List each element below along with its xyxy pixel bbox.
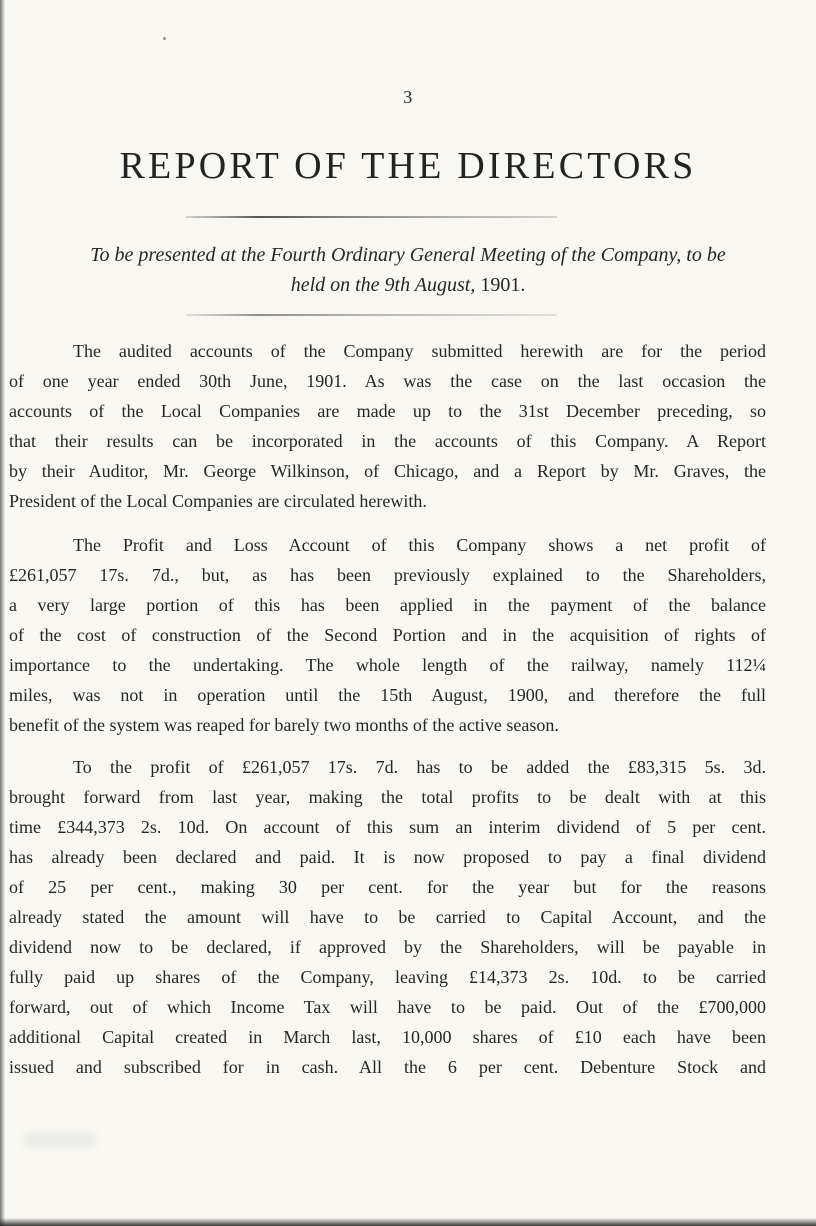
- paragraph-line: The audited accounts of the Company submitted herewith are for the period: [73, 341, 766, 361]
- report-title: REPORT OF THE DIRECTORS: [119, 145, 697, 187]
- paragraph-accounts: [9, 336, 766, 516]
- paragraph-profit-loss: [9, 530, 766, 740]
- paragraph-line: already stated the amount will have to be carried to Capital Account, and the: [9, 907, 766, 927]
- paragraph-line: that their results can be incorporated in the accounts of this Company. A Report: [9, 431, 766, 451]
- page-bottom-shadow: [0, 1218, 816, 1226]
- report-subtitle: [34, 240, 782, 300]
- paragraph-line: President of the Local Companies are circulated herewith.: [9, 491, 427, 511]
- subtitle-line-2: [34, 270, 782, 300]
- paragraph-line: of 25 per cent., making 30 per cent. for the year but for the reasons: [9, 877, 766, 897]
- paragraph-line: of one year ended 30th June, 1901. As was the case on the last occasion the: [9, 371, 766, 391]
- paragraph-line: accounts of the Local Companies are made up to the 31st December preceding, so: [9, 401, 766, 421]
- paragraph-line: a very large portion of this has been applied in the payment of the balance: [9, 595, 766, 615]
- paragraph-line: fully paid up shares of the Company, leaving £14,373 2s. 10d. to be carried: [9, 967, 766, 987]
- paragraph-line: benefit of the system was reaped for barely two months of the active season.: [9, 715, 559, 735]
- print-speck: [163, 37, 166, 40]
- paragraph-line: importance to the undertaking. The whole length of the railway, namely 112¼: [9, 655, 766, 675]
- paragraph-line: dividend now to be declared, if approved by the Shareholders, will be payable in: [9, 937, 766, 957]
- paragraph-line: of the cost of construction of the Second Portion and in the acquisition of rights of: [9, 625, 766, 645]
- paragraph-line: forward, out of which Income Tax will have to be paid. Out of the £700,000: [9, 997, 766, 1017]
- paragraph-line: time £344,373 2s. 10d. On account of this sum an interim dividend of 5 per cent.: [9, 817, 766, 837]
- paragraph-line: £261,057 17s. 7d., but, as has been previously explained to the Shareholders,: [9, 565, 766, 585]
- paragraph-line: additional Capital created in March last, 10,000 shares of £10 each have been: [9, 1027, 766, 1047]
- page-number: 3: [403, 87, 413, 107]
- page-smudge: [25, 1133, 95, 1147]
- title-divider: [186, 216, 557, 218]
- paragraph-line: issued and subscribed for in cash. All the 6 per cent. Debenture Stock and: [9, 1057, 766, 1077]
- paragraph-line: by their Auditor, Mr. George Wilkinson, of Chicago, and a Report by Mr. Graves, the: [9, 461, 766, 481]
- paragraph-line: brought forward from last year, making the total profits to be dealt with at this: [9, 787, 766, 807]
- subtitle-year: 1901.: [480, 274, 526, 296]
- paragraph-dividend: [9, 752, 766, 1082]
- paragraph-line: The Profit and Loss Account of this Company shows a net profit of: [73, 535, 766, 555]
- subtitle-divider: [186, 314, 557, 316]
- paragraph-line: miles, was not in operation until the 15th August, 1900, and therefore the full: [9, 685, 766, 705]
- subtitle-line-1: To be presented at the Fourth Ordinary General Meeting of the Company, to be: [90, 244, 726, 266]
- paragraph-line: To the profit of £261,057 17s. 7d. has to be added the £83,315 5s. 3d.: [73, 757, 766, 777]
- subtitle-line-2-text: held on the 9th August,: [290, 274, 481, 296]
- paragraph-line: has already been declared and paid. It is now proposed to pay a final dividend: [9, 847, 766, 867]
